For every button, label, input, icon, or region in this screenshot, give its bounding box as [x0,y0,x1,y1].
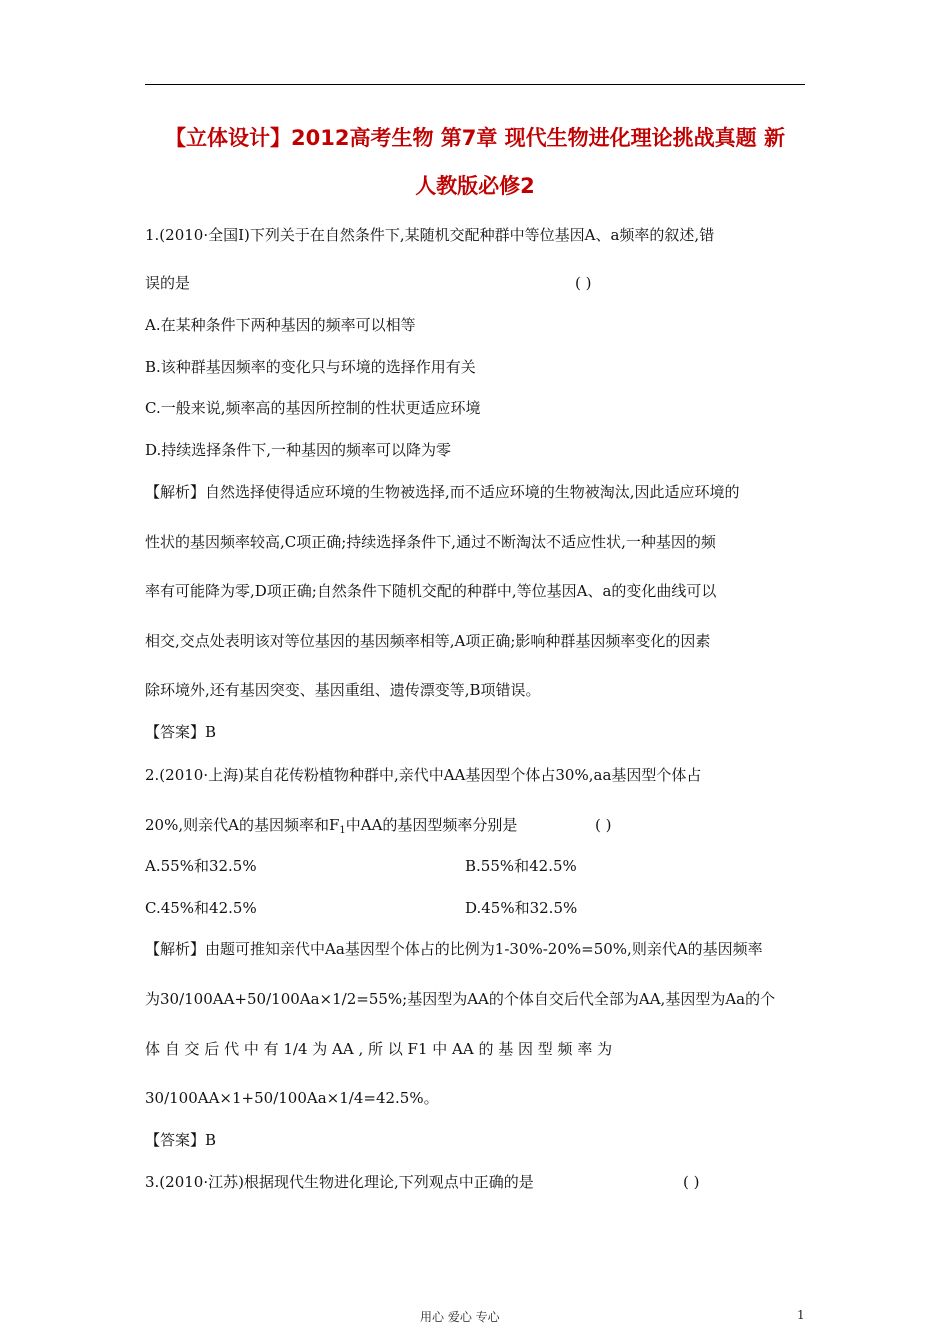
q1-answer: 【答案】B [145,723,217,741]
footer-motto: 用心 爱心 专心 [420,1310,500,1324]
q1-stem-line-1: 1.(2010·全国Ⅰ)下列关于在自然条件下,某随机交配种群中等位基因A、a频率的叙述,错 [145,226,715,244]
q2-analysis-line-4: 30/100AA×1+50/100Aa×1/4=42.5%。 [145,1089,439,1107]
q2-option-b: B.55%和42.5% [465,857,577,875]
header-rule [145,84,805,85]
q2-answer-paren: ( ) [595,816,612,834]
q1-answer-paren: ( ) [575,274,592,292]
q1-option-c: C.一般来说,频率高的基因所控制的性状更适应环境 [145,399,481,417]
q1-analysis-line-3: 率有可能降为零,D项正确;自然条件下随机交配的种群中,等位基因A、a的变化曲线可以 [145,582,717,600]
q1-stem-text: 误的是 [145,274,191,292]
q1-analysis-line-2: 性状的基因频率较高,C项正确;持续选择条件下,通过不断淘汰不适应性状,一种基因的频 [145,533,716,551]
doc-title-line-1: 【立体设计】2012高考生物 第7章 现代生物进化理论挑战真题 新 [165,126,785,150]
q1-option-a: A.在某种条件下两种基因的频率可以相等 [145,316,416,334]
q1-option-b: B.该种群基因频率的变化只与环境的选择作用有关 [145,358,476,376]
q2-option-d: D.45%和32.5% [465,899,578,917]
q2-subscript: 1 [339,825,346,836]
q2-stem-line-1: 2.(2010·上海)某自花传粉植物种群中,亲代中AA基因型个体占30%,aa基因型个体占 [145,766,702,784]
q3-stem-text: 3.(2010·江苏)根据现代生物进化理论,下列观点中正确的是 [145,1173,534,1191]
q2-stem-post: 中AA的基因型频率分别是 [345,816,518,834]
q1-stem-line-2 [145,274,805,292]
q2-analysis-line-3: 体 自 交 后 代 中 有 1/4 为 AA , 所 以 F1 中 AA 的 基 因 型 频 率 为 [145,1040,613,1058]
q3-stem-line [145,1173,805,1191]
q2-options-row-2 [145,899,805,917]
q2-stem-pre: 20%,则亲代A的基因频率和F [145,816,340,834]
q2-option-a: A.55%和32.5% [145,857,257,875]
q3-answer-paren: ( ) [683,1173,700,1191]
q1-analysis-line-1: 【解析】自然选择使得适应环境的生物被选择,而不适应环境的生物被淘汰,因此适应环境的 [145,483,740,501]
q2-option-c: C.45%和42.5% [145,899,257,917]
q2-options-row-1 [145,857,805,875]
q1-analysis-line-5: 除环境外,还有基因突变、基因重组、遗传漂变等,B项错误。 [145,681,541,699]
page-number: 1 [797,1308,805,1322]
q2-stem-line-2 [145,816,805,840]
q2-analysis-line-1: 【解析】由题可推知亲代中Aa基因型个体占的比例为1-30%-20%=50%,则亲代A的基因频率 [145,940,763,958]
q2-answer: 【答案】B [145,1131,217,1149]
q2-analysis-line-2: 为30/100AA+50/100Aa×1/2=55%;基因型为AA的个体自交后代全部为AA,基因型为Aa的个 [145,990,776,1008]
doc-title-line-2: 人教版必修2 [415,174,535,198]
q1-analysis-line-4: 相交,交点处表明该对等位基因的基因频率相等,A项正确;影响种群基因频率变化的因素 [145,632,711,650]
q1-option-d: D.持续选择条件下,一种基因的频率可以降为零 [145,441,452,459]
